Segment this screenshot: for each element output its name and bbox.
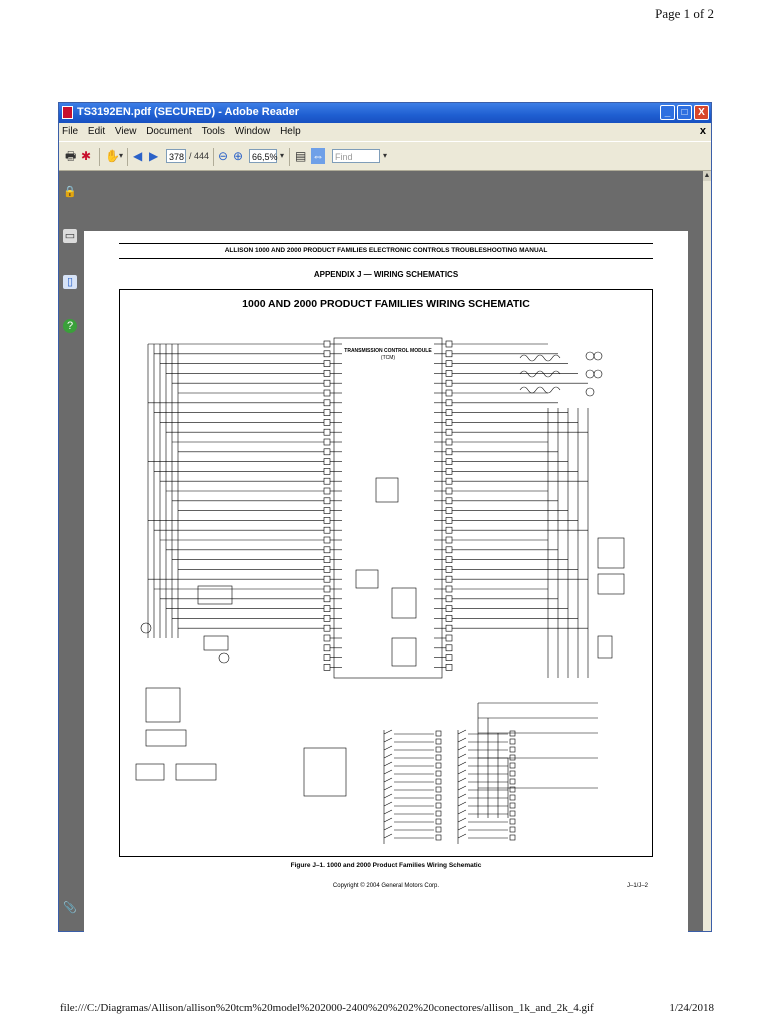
schematic-figure — [119, 289, 653, 857]
power-module — [356, 570, 378, 588]
hand-tool-icon[interactable]: ✋ — [105, 149, 120, 163]
range-switch-array-left — [384, 730, 441, 844]
hand-tool-dropdown-icon[interactable]: ▾ — [119, 151, 124, 160]
print-page-label: Page 1 of 2 — [655, 6, 714, 21]
print-icon[interactable]: 🖶 — [65, 149, 77, 163]
lock-icon[interactable]: 🔒 — [63, 186, 77, 198]
menu-help[interactable]: Help — [280, 126, 301, 137]
left-connector-pins — [324, 341, 342, 670]
fit-page-icon[interactable]: ▤ — [295, 149, 307, 163]
appendix-title: APPENDIX J — WIRING SCHEMATICS — [313, 270, 459, 279]
find-input[interactable]: Find — [332, 149, 380, 163]
menu-window[interactable]: Window — [234, 126, 271, 137]
schematic-title: 1000 AND 2000 PRODUCT FAMILIES WIRING SCHEMATIC — [242, 298, 530, 310]
figure-caption: Figure J–1. 1000 and 2000 Product Families Wiring Schematic — [290, 862, 482, 869]
range-switch-array-right — [458, 730, 515, 844]
close-button[interactable]: X — [694, 105, 709, 120]
digital-module — [392, 638, 416, 666]
menu-bar — [59, 123, 711, 141]
next-page-icon[interactable]: ▶ — [149, 149, 159, 163]
fit-width-icon[interactable]: ⇔ — [312, 149, 324, 163]
copyright-text: Copyright © 2004 General Motors Corp. — [332, 883, 440, 889]
menu-view[interactable]: View — [114, 126, 137, 137]
page-number-input[interactable]: 378 — [166, 149, 186, 163]
scroll-up-arrow-icon[interactable]: ▲ — [703, 172, 711, 179]
help-icon[interactable]: ? — [63, 319, 77, 333]
close-document-button[interactable]: x — [699, 125, 706, 137]
attachment-icon[interactable]: 📎 — [63, 902, 77, 914]
vertical-scrollbar[interactable] — [703, 171, 711, 931]
maximize-button[interactable]: □ — [677, 105, 692, 120]
analog-module — [392, 588, 416, 618]
window-title: TS3192EN.pdf (SECURED) - Adobe Reader — [77, 106, 300, 118]
toolbar — [59, 141, 711, 171]
signal-module — [376, 478, 398, 502]
minimize-button[interactable]: _ — [660, 105, 675, 120]
right-connector-pins — [434, 341, 452, 670]
document-page — [84, 231, 688, 933]
legend-box — [304, 748, 346, 796]
document-page-number: J–1/J–2 — [626, 883, 648, 889]
coil-1 — [520, 355, 560, 361]
coil-3 — [520, 387, 560, 393]
wiring-schematic-drawing — [128, 318, 644, 850]
tcm-sublabel: (TCM) — [380, 355, 396, 361]
pages-icon[interactable]: ▭ — [64, 230, 76, 242]
left-harness-wires — [148, 344, 324, 638]
page-total: / 444 — [189, 151, 210, 161]
coil-2 — [520, 371, 560, 377]
tcm-label: TRANSMISSION CONTROL MODULE — [344, 348, 432, 354]
bookmarks-icon[interactable]: ▯ — [63, 275, 77, 289]
zoom-out-icon[interactable]: ⊖ — [218, 149, 229, 163]
manual-header: ALLISON 1000 AND 2000 PRODUCT FAMILIES ELECTRONIC CONTROLS TROUBLESHOOTING MANUAL — [119, 243, 653, 259]
tcm-box — [334, 338, 442, 678]
zoom-in-icon[interactable]: ⊕ — [233, 149, 244, 163]
menu-document[interactable]: Document — [146, 126, 192, 137]
menu-file[interactable]: File — [62, 126, 79, 137]
zoom-dropdown-icon[interactable]: ▾ — [280, 151, 285, 160]
menu-tools[interactable]: Tools — [201, 126, 225, 137]
right-harness-wires — [452, 344, 588, 678]
secure-icon[interactable]: ✱ — [81, 149, 92, 163]
zoom-level-input[interactable]: 66,5% — [249, 149, 277, 163]
menu-edit[interactable]: Edit — [87, 126, 106, 137]
title-bar[interactable] — [59, 103, 711, 123]
print-footer-path: file:///C:/Diagramas/Allison/allison%20tcm%20model%202000-2400%20%202%20conectores/allison_1k_and_2k_4.gif — [60, 1002, 594, 1014]
find-dropdown-icon[interactable]: ▾ — [383, 151, 388, 160]
pdf-app-icon — [62, 106, 73, 119]
adobe-reader-window — [58, 102, 712, 932]
previous-page-icon[interactable]: ◀ — [133, 149, 143, 163]
navigation-panel — [59, 171, 81, 931]
print-footer-date: 1/24/2018 — [669, 1002, 714, 1014]
